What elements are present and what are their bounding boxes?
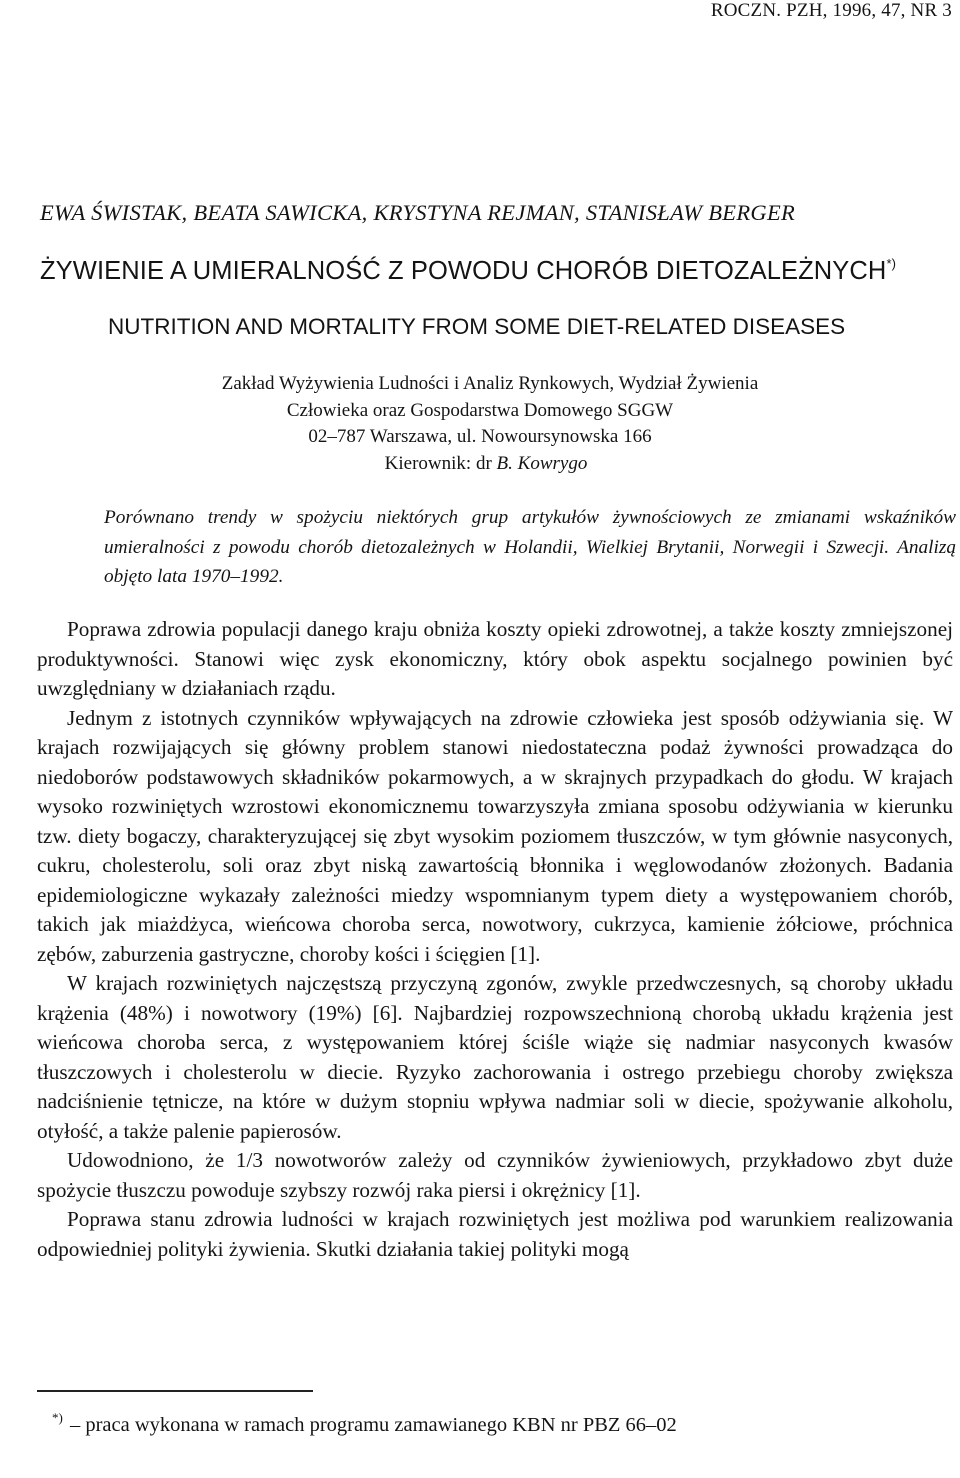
- affiliation-line-4: [12, 451, 960, 478]
- footnote-mark: *): [52, 1410, 63, 1425]
- affiliation-line-2: Człowieka oraz Gospodarstwa Domowego SGGW: [286, 399, 674, 421]
- body-paragraph-5: Poprawa stanu zdrowia ludności w krajach rozwiniętych jest możliwa pod warunkiem realizowania odpowiedniej polityki żywienia. Skutki działania takiej polityki mogą: [37, 1207, 953, 1261]
- article-title-english: NUTRITION AND MORTALITY FROM SOME DIET-RELATED DISEASES: [108, 314, 846, 339]
- body-paragraph-1: Poprawa zdrowia populacji danego kraju obniża koszty opieki zdrowotnej, a także koszty zmniejszonej produktywności. Stanowi więc zysk ekonomiczny, który obok aspektu socjalnego powinien być uwzględniany w działaniach rządu.: [37, 617, 953, 700]
- author-list: EWA ŚWISTAK, BEATA SAWICKA, KRYSTYNA REJMAN, STANISŁAW BERGER: [40, 200, 796, 225]
- body-paragraph-3: W krajach rozwiniętych najczęstszą przyczyną zgonów, zwykle przedwczesnych, są choroby układu krążenia (48%) i nowotwory (19%) [6]. Najbardziej rozpowszechnioną chorobą układu krążenia jest wieńcowa choroba serca, z występowaniem której ściśle wiąże się nadmiar nasyconych kwasów tłuszczowych i cholesterolu w diecie. Ryzyko zachorowania i ostrego przebiegu choroby zwiększa nadciśnienie tętnicze, na które w dużym stopniu wpływa nadmiar soli w diecie, spożywanie alkoholu, otyłość, a także palenie papierosów.: [37, 971, 953, 1143]
- body-paragraph-2: Jednym z istotnych czynników wpływających na zdrowie człowieka jest sposób odżywiania się. W krajach rozwijających się główny problem stanowi niedostateczna podaż żywności prowadząca do niedoborów podstawowych składników pokarmowych, a w skrajnych przypadkach do głodu. W krajach wysoko rozwiniętych wzrostowi ekonomicznemu towarzyszyła zmiana sposobu odżywiania w kierunku tzw. diety bogaczy, charakteryzującej się zbyt wysokim poziomem tłuszczów, w tym głównie nasyconych, cukru, cholesterolu, soli oraz zbyt niską zawartością błonnika i węglowodanów złożonych. Badania epidemiologiczne wykazały zależności miedzy wspomnianym typem diety a występowaniem chorób, takich jak miażdżyca, wieńcowa choroba serca, nowotwory, cukrzyca, kamienie żółciowe, próchnica zębów, zaburzenia gastryczne, choroby kości i ścięgien [1].: [37, 705, 953, 966]
- body-text: [37, 615, 953, 1264]
- affiliation-line-1: Zakład Wyżywienia Ludności i Analiz Rynkowych, Wydział Żywienia: [221, 373, 759, 394]
- title-footnote-mark: *): [886, 256, 897, 271]
- abstract: Porównano trendy w spożyciu niektórych grup artykułów żywnościowych ze zmianami wskaźników umieralności z powodu chorób dietozależnych w Holandii, Wielkiej Brytanii, Norwegii i Szwecji. Analizą objęto lata 1970–1992.: [104, 507, 956, 587]
- head-name: B. Kowrygo: [496, 452, 588, 474]
- footnote: [52, 1410, 932, 1437]
- article-title-polish: [40, 256, 960, 286]
- body-paragraph-4: Udowodniono, że 1/3 nowotworów zależy od czynników żywieniowych, przykładowo zbyt duże spożycie tłuszczu powoduje szybszy rozwój raka piersi i okrężnicy [1].: [37, 1148, 953, 1202]
- footnote-text: – praca wykonana w ramach programu zamawianego KBN nr PBZ 66–02: [69, 1414, 677, 1436]
- affiliation-line-3: 02–787 Warszawa, ul. Nowoursynowska 166: [308, 426, 652, 447]
- affiliation-block: [0, 371, 960, 477]
- head-label: Kierownik: dr: [384, 452, 497, 474]
- footnote-divider: [37, 1390, 313, 1392]
- running-header: ROCZN. PZH, 1996, 47, NR 3: [710, 0, 952, 21]
- article-title-polish-text: ŻYWIENIE A UMIERALNOŚĆ Z POWODU CHORÓB DIETOZALEŻNYCH: [40, 257, 887, 285]
